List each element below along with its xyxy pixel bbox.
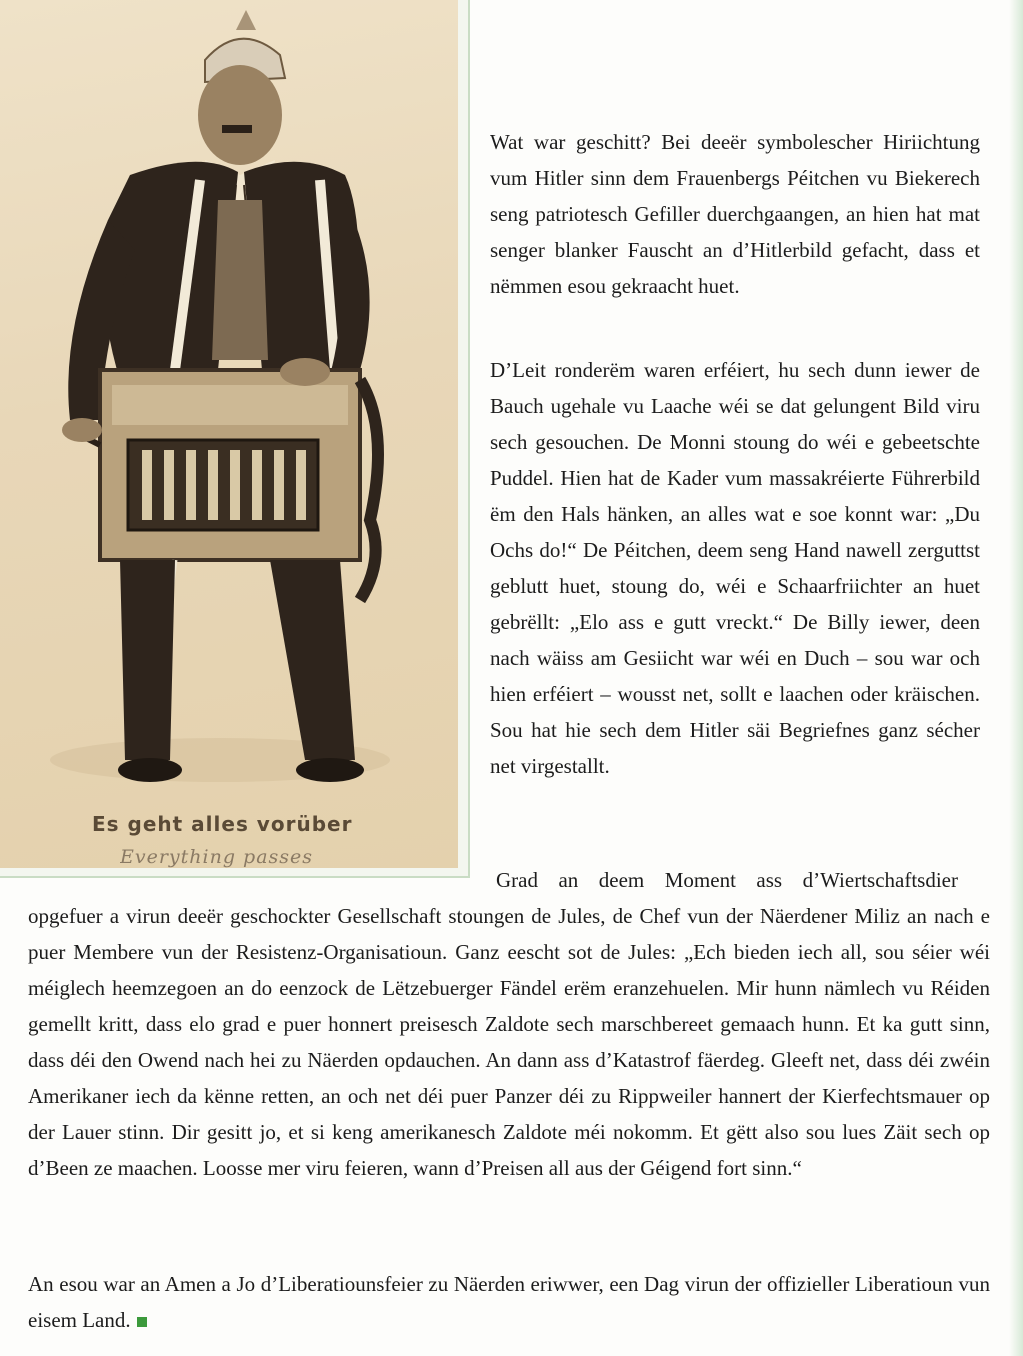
paragraph-4	[28, 1266, 990, 1338]
paragraph-3-first-line: Grad an deem Moment ass d’Wiertschaftsdier	[496, 868, 958, 892]
photo-frame	[0, 0, 470, 878]
paragraph-4-text: An esou war an Amen a Jo d’Liberatiounsfeier zu Näerden eriwwer, een Dag virun der offizieller Liberatioun vun eisem Land.	[28, 1272, 990, 1332]
historical-photo	[0, 0, 458, 868]
page-edge-tint	[1009, 0, 1023, 1356]
photo-caption-german: Es geht alles vorüber	[92, 812, 353, 836]
paragraph-2: D’Leit ronderëm waren erféiert, hu sech dunn iewer de Bauch ugehale vu Laache wéi se dat gelungent Bild viru sech gesouchen. De Monni stoung do wéi e gebeetschte Puddel. Hien hat de Kader vum massakréierte Führerbild ëm den Hals hänken, an alles wat e soe konnt war: „Du Ochs do!“ De Péitchen, deem seng Hand nawell zerguttst geblutt huet, stoung do, wéi e Schaarfriichter an huet gebrëllt: „Elo ass e gutt vreckt.“ De Billy iewer, deen nach wäiss am Gesiicht war wéi en Duch – sou war och hien erféiert – wousst net, sollt e laachen oder kräischen. Sou hat hie sech dem Hitler säi Begriefnes ganz sécher net virgestallt.	[490, 358, 980, 778]
caricature-illustration	[0, 0, 458, 868]
article-end-mark	[137, 1317, 147, 1327]
paragraph-3-continued: opgefuer a virun deeër geschockter Gesellschaft stoungen de Jules, de Chef vun der Näerdener Miliz an nach e puer Membere vun der Resistenz-Organisatioun. Ganz eescht sot de Jules: „Ech bieden iech all, sou séier wéi méiglech heemzegoen an do eenzock de Lëtzebuerger Fändel erëm eranzehuelen. Mir hunn nämlech vu Réiden gemellt kritt, dass elo grad e puer honnert preisesch Zaldote sech marschbereet gemaach hunn. Et ka gutt sinn, dass déi den Owend nach hei zu Näerden opdauchen. An dann ass d’Katastrof fäerdeg. Gleeft net, dass déi zwéin Amerikaner iech da kënne retten, an och net déi puer Panzer déi zu Rippweiler hannert der Kierfechtsmauer op der Lauer stinn. Dir gesitt jo, et si keng amerikanesch Zaldote méi nokomm. Et gëtt also sou lues Zäit sech op d’Been ze maachen. Loosse mer viru feieren, wann d’Preisen all aus der Géigend fort sinn.“	[28, 904, 990, 1180]
photo-caption-english: Everything passes	[120, 846, 314, 868]
paragraph-1: Wat war geschitt? Bei deeër symbolescher Hiriichtung vum Hitler sinn dem Frauenbergs Péitchen vu Biekerech seng patriotesch Gefiller duerchgaangen, an hien hat mat senger blanker Fauscht an d’Hitlerbild gefacht, dass et nëmmen esou gekraacht huet.	[490, 130, 980, 298]
